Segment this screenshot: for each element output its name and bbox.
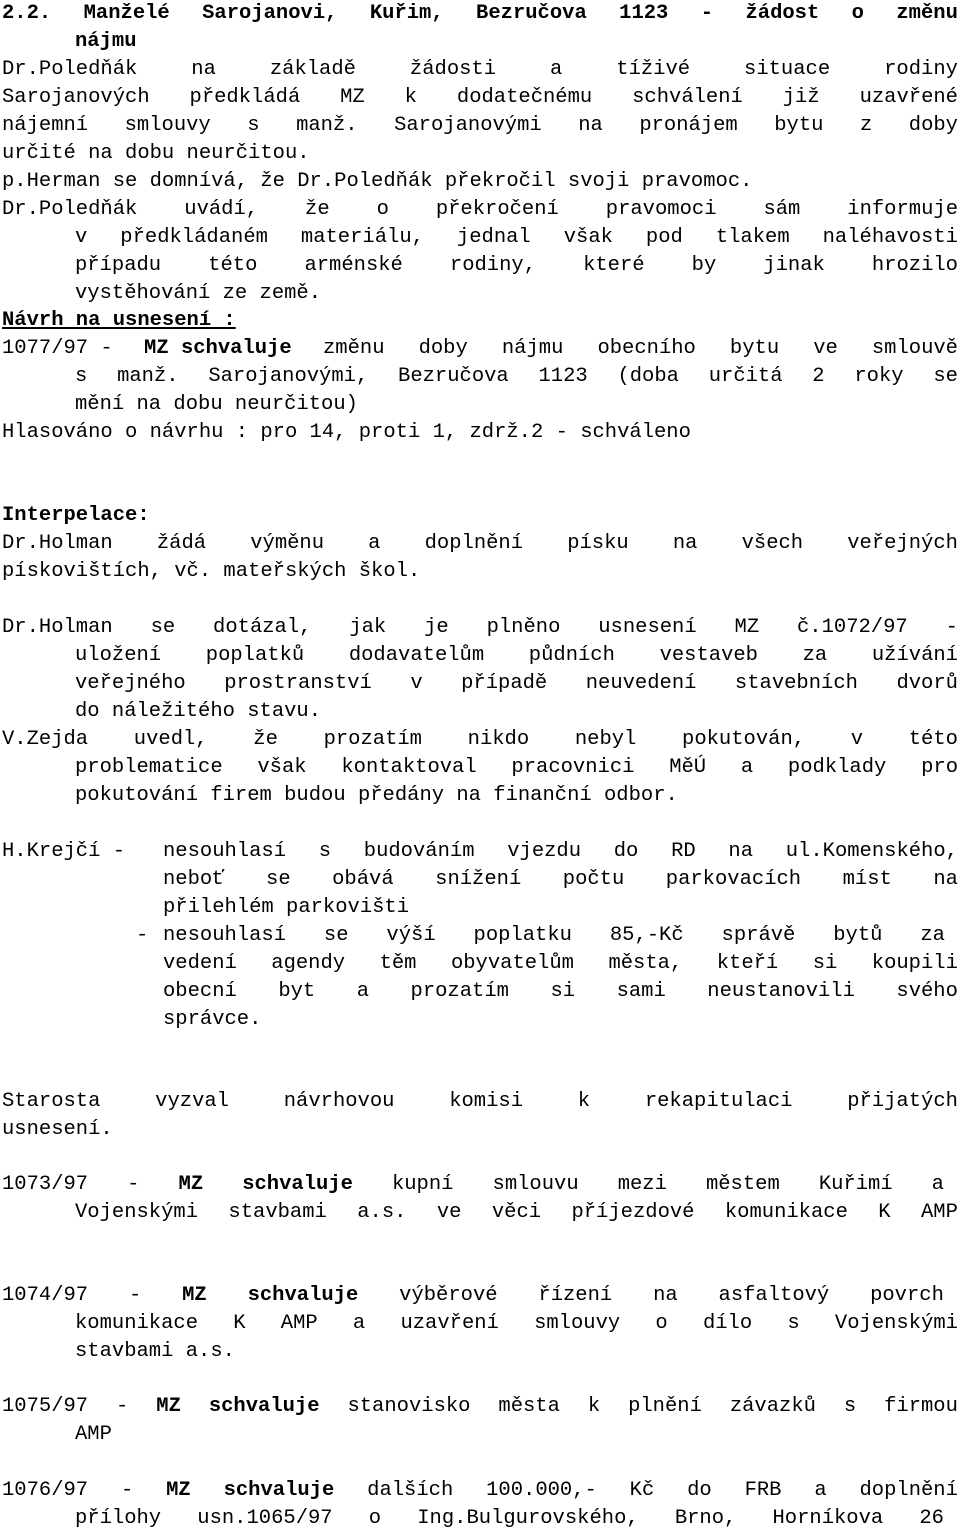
word: 1123 xyxy=(619,2,669,25)
word: a xyxy=(740,756,754,779)
word: Manželé xyxy=(83,2,170,25)
word: komisi xyxy=(449,1090,524,1113)
word: kteří xyxy=(716,952,779,975)
word: s xyxy=(787,1312,800,1335)
word: dodatečnému xyxy=(456,86,593,109)
word: - xyxy=(127,1173,140,1196)
paragraph-line xyxy=(163,950,958,978)
word: vedení xyxy=(163,952,237,975)
word: uvádí, xyxy=(184,198,259,221)
word: obecního xyxy=(597,337,696,360)
word: dalších xyxy=(367,1479,454,1502)
word: změnu xyxy=(323,337,385,360)
word: a xyxy=(352,1312,366,1335)
word: naléhavosti xyxy=(822,226,958,249)
word: příjezdové xyxy=(571,1201,695,1224)
word: za xyxy=(920,924,945,947)
word: které xyxy=(583,254,645,277)
word: 26 xyxy=(919,1507,944,1530)
word: RD xyxy=(671,840,696,863)
word: změnu xyxy=(896,2,958,25)
word: do xyxy=(687,1479,712,1502)
paragraph-line xyxy=(163,866,958,894)
word: prozatím xyxy=(323,728,422,751)
resolution-verb: MZ schvaluje xyxy=(144,337,292,360)
word: poplatku xyxy=(473,924,572,947)
word: Sarojanovými xyxy=(394,114,542,137)
word: Sarojanovi, xyxy=(202,2,338,25)
paragraph-line: určité na dobu neurčitou. xyxy=(2,142,310,165)
word: pokutován, xyxy=(682,728,806,751)
word: návrhovou xyxy=(283,1090,395,1113)
word: rekapitulaci xyxy=(644,1090,793,1113)
word: FRB xyxy=(744,1479,782,1502)
word: smlouvy xyxy=(534,1312,621,1335)
word: s xyxy=(75,365,88,388)
word: rodiny xyxy=(884,58,958,81)
resolution-1076-line1 xyxy=(2,1477,958,1505)
word: s xyxy=(318,840,332,863)
word: výší xyxy=(386,924,436,947)
word: věci xyxy=(491,1201,542,1224)
word: s xyxy=(843,1395,857,1418)
resolution-1077-line3: mění na dobu neurčitou) xyxy=(75,393,358,416)
word: městem xyxy=(705,1173,780,1196)
word: - xyxy=(945,616,958,639)
section-heading-line2: nájmu xyxy=(75,30,137,53)
resolution-1074-line3: stavbami a.s. xyxy=(75,1340,235,1363)
paragraph-line xyxy=(2,196,958,224)
word: sám xyxy=(763,198,801,221)
word: veřejných xyxy=(847,532,958,555)
word: stanovisko xyxy=(347,1395,471,1418)
word: schvaluje xyxy=(247,1284,359,1307)
word: v xyxy=(75,226,88,249)
word: Sarojanových xyxy=(2,86,150,109)
paragraph-line xyxy=(75,224,958,252)
word: o xyxy=(368,1507,382,1530)
word: v xyxy=(850,728,864,751)
word: že xyxy=(253,728,278,751)
word: podklady xyxy=(787,756,887,779)
word: do xyxy=(613,840,639,863)
paragraph-line: pískovištích, vč. mateřských škol. xyxy=(2,560,421,583)
word: obává xyxy=(332,868,394,891)
word: - xyxy=(120,1479,134,1502)
paragraph-line xyxy=(2,726,958,754)
word: míst xyxy=(842,868,892,891)
word: žádost xyxy=(745,2,820,25)
paragraph-line xyxy=(75,642,958,670)
word: Sarojanovými, xyxy=(208,365,369,388)
word: 1073/97 xyxy=(2,1173,89,1196)
word: na xyxy=(672,532,698,555)
resolution-1074-line2 xyxy=(75,1310,958,1338)
word: a.s. xyxy=(357,1201,407,1224)
word: Dr.Poledňák xyxy=(2,198,138,221)
word: uložení xyxy=(75,644,162,667)
word: všech xyxy=(741,532,804,555)
word: pronájem xyxy=(639,114,738,137)
paragraph-line xyxy=(75,754,958,782)
word: ve xyxy=(813,337,838,360)
word: základě xyxy=(269,58,356,81)
word: Bezručova xyxy=(398,365,509,388)
word: této xyxy=(208,254,258,277)
word: nájmu xyxy=(501,337,564,360)
word: pracovnici xyxy=(511,756,635,779)
word: plnění xyxy=(628,1395,702,1418)
word: pravomoci xyxy=(605,198,717,221)
word: - xyxy=(128,1284,142,1307)
word: firmou xyxy=(884,1395,958,1418)
vote-result: Hlasováno o návrhu : pro 14, proti 1, zdrž.2 - schváleno xyxy=(2,421,691,444)
word: nájemní xyxy=(2,114,89,137)
resolution-1073-line2 xyxy=(75,1199,958,1227)
paragraph-line xyxy=(2,56,958,84)
word: Bezručova xyxy=(476,2,587,25)
word: tlakem xyxy=(715,226,790,249)
word: k xyxy=(404,86,417,109)
word: poplatků xyxy=(205,644,305,667)
word: této xyxy=(908,728,958,751)
paragraph-line: p.Herman se domnívá, že Dr.Poledňák překročil svoji pravomoc. xyxy=(2,170,753,193)
word: AMP xyxy=(280,1312,318,1335)
word: 85,-Kč xyxy=(609,924,684,947)
word: Ing.Bulgurovského, xyxy=(417,1507,639,1530)
resolution-proposal-heading: Návrh na usnesení : xyxy=(2,309,236,332)
resolution-1077-line2 xyxy=(75,363,958,391)
word: bytů xyxy=(833,924,883,947)
word: uvedl, xyxy=(133,728,208,751)
word: předkládá xyxy=(189,86,301,109)
word: o xyxy=(376,198,389,221)
word: se xyxy=(323,924,349,947)
word: Vojenskými xyxy=(75,1201,199,1224)
word: 2.2. xyxy=(2,2,52,25)
word: problematice xyxy=(75,756,223,779)
word: komunikace xyxy=(724,1201,848,1224)
word: K xyxy=(233,1312,246,1335)
word: v xyxy=(410,672,423,695)
word: tíživé xyxy=(616,58,691,81)
word: se xyxy=(150,616,176,639)
paragraph-line: správce. xyxy=(163,1008,262,1031)
word: se xyxy=(266,868,291,891)
word: a xyxy=(368,532,381,555)
word: koupili xyxy=(871,952,958,975)
word: žádá xyxy=(156,532,207,555)
word: neuvedení xyxy=(585,672,697,695)
interpelace-heading: Interpelace: xyxy=(2,504,150,527)
paragraph-line xyxy=(163,978,958,1006)
word: Kuřimí xyxy=(818,1173,893,1196)
word: si xyxy=(812,952,838,975)
word: nebyl xyxy=(574,728,637,751)
word: písku xyxy=(567,532,629,555)
word: komunikace xyxy=(75,1312,199,1335)
word: uzavření xyxy=(400,1312,499,1335)
resolution-1073-line1 xyxy=(2,1171,944,1199)
word: na xyxy=(191,58,216,81)
word: případě xyxy=(461,672,548,695)
word: 1123 xyxy=(538,365,588,388)
word: nesouhlasí xyxy=(163,924,287,947)
word: smlouvu xyxy=(492,1173,579,1196)
word: k xyxy=(577,1090,591,1113)
word: manž. xyxy=(296,114,358,137)
word: schvaluje xyxy=(242,1173,353,1196)
word: za xyxy=(802,644,828,667)
word: prostranství xyxy=(224,672,372,695)
word: dílo xyxy=(702,1312,753,1335)
word: ve xyxy=(436,1201,462,1224)
word: o xyxy=(851,2,864,25)
paragraph-line xyxy=(2,84,958,112)
word: parkovacích xyxy=(665,868,802,891)
word: schválení xyxy=(632,86,743,109)
word: plněno xyxy=(486,616,561,639)
word: jednal xyxy=(456,226,531,249)
word: uzavřené xyxy=(859,86,958,109)
word: žádosti xyxy=(409,58,497,81)
word: MZ xyxy=(178,1173,204,1196)
resolution-1077-line1 xyxy=(2,335,958,363)
word: hrozilo xyxy=(871,254,958,277)
word: materiálu, xyxy=(300,226,424,249)
word: správě xyxy=(721,924,796,947)
word: užívání xyxy=(871,644,958,667)
word: by xyxy=(691,254,717,277)
word: vjezdu xyxy=(507,840,582,863)
word: stavebních xyxy=(734,672,858,695)
word: pro xyxy=(921,756,958,779)
word: Kuřim, xyxy=(369,2,444,25)
word: určitá xyxy=(708,365,783,388)
word: z xyxy=(859,114,873,137)
paragraph-line: pokutování firem budou předány na finanční odbor. xyxy=(75,784,678,807)
word: sami xyxy=(616,980,666,1003)
word: a xyxy=(931,1173,944,1196)
word: roky xyxy=(854,365,904,388)
word: města xyxy=(498,1395,560,1418)
word: doby xyxy=(908,114,958,137)
word: závazků xyxy=(729,1395,816,1418)
word: bytu xyxy=(774,114,824,137)
word: AMP xyxy=(921,1201,958,1224)
word: výměnu xyxy=(250,532,325,555)
word: snížení xyxy=(435,868,522,891)
word: smlouvy xyxy=(124,114,211,137)
word: Starosta xyxy=(2,1090,101,1113)
word: o xyxy=(655,1312,668,1335)
resolution-text xyxy=(323,335,958,363)
word: manž. xyxy=(117,365,179,388)
resolution-1074-line1 xyxy=(2,1282,944,1310)
word: (doba xyxy=(617,365,679,388)
word: 1075/97 xyxy=(2,1395,89,1418)
word: ul.Komenského, xyxy=(785,840,958,863)
word: k xyxy=(587,1395,601,1418)
paragraph-line xyxy=(163,838,958,866)
word: na xyxy=(933,868,958,891)
word: počtu xyxy=(562,868,625,891)
word: - xyxy=(116,1395,129,1418)
paragraph-line: usnesení. xyxy=(2,1118,113,1141)
word: již xyxy=(782,86,820,109)
word: kontaktoval xyxy=(341,756,477,779)
resolution-1075-line2: AMP xyxy=(75,1423,112,1446)
word: pod xyxy=(645,226,683,249)
word: přijatých xyxy=(847,1090,958,1113)
word: Dr.Holman xyxy=(2,532,113,555)
word: K xyxy=(878,1201,891,1224)
word: usn.1065/97 xyxy=(197,1507,333,1530)
word: jinak xyxy=(763,254,825,277)
word: stavbami xyxy=(228,1201,327,1224)
word: vyzval xyxy=(155,1090,229,1113)
word: překročení xyxy=(435,198,559,221)
word: těm xyxy=(379,952,417,975)
word: 100.000,- xyxy=(486,1479,597,1502)
word: mezi xyxy=(617,1173,667,1196)
word: obyvatelům xyxy=(450,952,574,975)
word: Dr.Holman xyxy=(2,616,113,639)
word: smlouvě xyxy=(871,337,958,360)
word: dodavatelům xyxy=(348,644,485,667)
word: kupní xyxy=(391,1173,454,1196)
word: výběrové xyxy=(399,1284,498,1307)
resolution-number: 1077/97 - xyxy=(2,337,113,360)
word: si xyxy=(550,980,576,1003)
word: případu xyxy=(75,254,162,277)
word: neustanovili xyxy=(707,980,855,1003)
word: MZ xyxy=(734,616,760,639)
word: informuje xyxy=(847,198,958,221)
interpellant-name: H.Krejčí - xyxy=(2,840,126,863)
word: řízení xyxy=(538,1284,613,1307)
word: 2 xyxy=(812,365,825,388)
word: byt xyxy=(278,980,316,1003)
word: č.1072/97 xyxy=(796,616,908,639)
word: však xyxy=(563,226,613,249)
word: veřejného xyxy=(75,672,186,695)
word: dotázal, xyxy=(213,616,312,639)
word: je xyxy=(424,616,449,639)
word: - xyxy=(700,2,714,25)
word: budováním xyxy=(363,840,475,863)
paragraph-line xyxy=(163,922,945,950)
word: předkládaném xyxy=(120,226,268,249)
word: vestaveb xyxy=(659,644,758,667)
word: dvorů xyxy=(896,672,958,695)
word: a xyxy=(356,980,370,1003)
word: prozatím xyxy=(410,980,509,1003)
word: neboť xyxy=(163,868,225,891)
word: MZ xyxy=(340,86,365,109)
word: agendy xyxy=(271,952,346,975)
word: MZ xyxy=(182,1284,207,1307)
word: MZ xyxy=(166,1479,191,1502)
word: schvaluje xyxy=(208,1395,320,1418)
resolution-1076-line2 xyxy=(75,1505,944,1533)
paragraph-line xyxy=(2,614,958,642)
word: doplnění xyxy=(859,1479,958,1502)
word: přílohy xyxy=(75,1507,162,1530)
word: Brno, xyxy=(674,1507,737,1530)
word: s xyxy=(247,114,260,137)
word: jak xyxy=(349,616,387,639)
paragraph-line xyxy=(2,112,958,140)
paragraph-line xyxy=(75,252,958,280)
word: arménské xyxy=(304,254,403,277)
word: Vojenskými xyxy=(834,1312,958,1335)
word: města, xyxy=(608,952,683,975)
resolution-1075-line1 xyxy=(2,1393,958,1421)
paragraph-line xyxy=(75,670,958,698)
word: však xyxy=(257,756,307,779)
word: Kč xyxy=(629,1479,655,1502)
paragraph-line: vystěhování ze země. xyxy=(75,282,322,305)
word: svého xyxy=(896,980,958,1003)
paragraph-line xyxy=(2,530,958,558)
paragraph-line xyxy=(2,1088,958,1116)
word: že xyxy=(305,198,330,221)
word: Horníkova xyxy=(772,1507,884,1530)
word: nikdo xyxy=(467,728,530,751)
word: 1074/97 xyxy=(2,1284,89,1307)
word: asfaltový xyxy=(718,1284,830,1307)
word: obecní xyxy=(163,980,237,1003)
word: Dr.Poledňák xyxy=(2,58,138,81)
word: MZ xyxy=(156,1395,181,1418)
word: usnesení xyxy=(598,616,697,639)
word: bytu xyxy=(729,337,780,360)
paragraph-line: přilehlém parkovišti xyxy=(163,896,410,919)
list-dash: - xyxy=(136,924,149,947)
word: MěÚ xyxy=(669,756,707,779)
section-heading-line1 xyxy=(2,0,958,28)
word: se xyxy=(933,365,958,388)
word: na xyxy=(728,840,754,863)
word: na xyxy=(653,1284,678,1307)
word: schvaluje xyxy=(223,1479,335,1502)
paragraph-line: do náležitého stavu. xyxy=(75,700,322,723)
word: nesouhlasí xyxy=(163,840,287,863)
word: 1076/97 xyxy=(2,1479,89,1502)
word: povrch xyxy=(870,1284,944,1307)
word: doplnění xyxy=(424,532,524,555)
word: situace xyxy=(744,58,831,81)
word: doby xyxy=(418,337,468,360)
word: na xyxy=(578,114,603,137)
word: V.Zejda xyxy=(2,728,89,751)
word: a xyxy=(814,1479,827,1502)
word: a xyxy=(550,58,563,81)
word: rodiny, xyxy=(449,254,537,277)
word: půdních xyxy=(528,644,615,667)
